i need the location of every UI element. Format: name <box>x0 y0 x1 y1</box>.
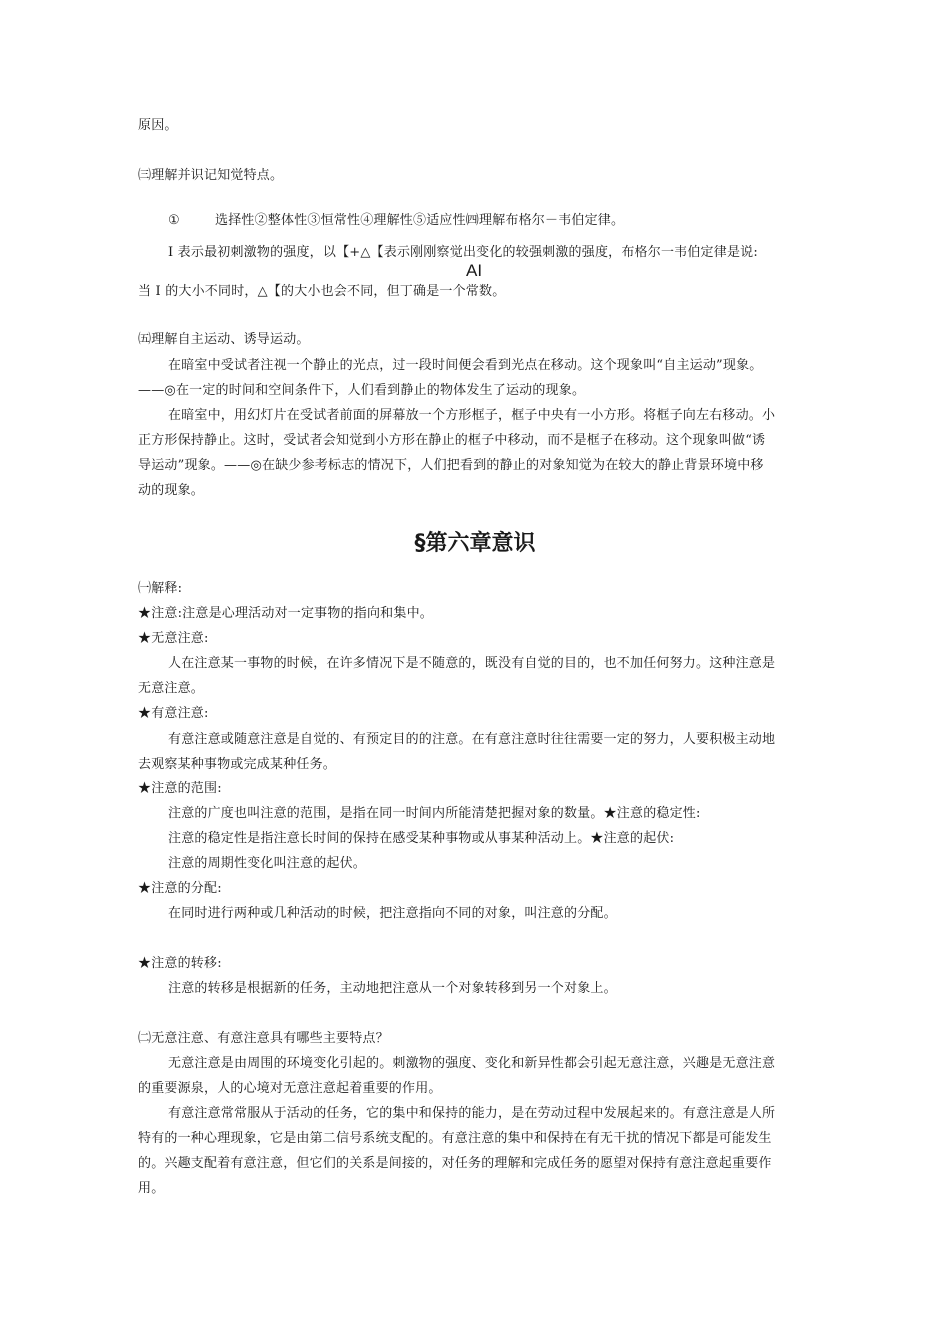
text-line: 正方形保持静止。这时，受试者会知觉到小方形在静止的框子中移动，而不是框子在移动。这个现象叫做“诱 <box>138 433 766 448</box>
text-line: 动的现象。 <box>138 483 205 498</box>
text-line: 原因。 <box>138 118 178 133</box>
formula-fragment: AI <box>466 261 483 280</box>
definition-line: ★注意:注意是心理活动对一定事物的指向和集中。 <box>138 606 433 621</box>
text-line: 当 I 的大小不同时，△【的大小也会不同，但丁确是一个常数。 <box>138 284 506 299</box>
term-heading: ★有意注意: <box>138 706 209 721</box>
section-heading: ㈠解释: <box>138 581 183 596</box>
text-line: 在暗室中受试者注视一个静止的光点，过一段时间便会看到光点在移动。这个现象叫“自主运动”现象。 <box>168 358 763 373</box>
text-line: 用。 <box>138 1181 165 1196</box>
text-line: 导运动”现象。——◎在缺少参考标志的情况下，人们把看到的静止的对象知觉为在较大的静止背景环境中移 <box>138 458 764 473</box>
text-line: 选择性②整体性③恒常性④理解性⑤适应性㈣理解布格尔－韦伯定律。 <box>215 213 625 228</box>
section-heading: ㈢理解并识记知觉特点。 <box>138 168 284 183</box>
section-heading: ㈡无意注意、有意注意具有哪些主要特点？ <box>138 1031 389 1046</box>
text-line: 在同时进行两种或几种活动的时候，把注意指向不同的对象，叫注意的分配。 <box>168 906 617 921</box>
text-line: 在暗室中，用幻灯片在受试者前面的屏幕放一个方形框子，框子中央有一小方形。将框子向左右移动。小 <box>168 408 776 423</box>
text-line: 的重要源泉，人的心境对无意注意起着重要的作用。 <box>138 1081 442 1096</box>
text-line: ——◎在一定的时间和空间条件下，人们看到静止的物体发生了运动的现象。 <box>138 383 586 398</box>
text-line: 注意的广度也叫注意的范围，是指在同一时间内所能清楚把握对象的数量。★注意的稳定性: <box>168 806 701 821</box>
text-line: I 表示最初刺激物的强度，以【+△【表示刚刚察觉出变化的较强刺激的强度，布格尔一韦伯定律是说: <box>168 245 758 260</box>
term-heading: ★注意的分配: <box>138 881 222 896</box>
list-marker: ① <box>168 213 180 228</box>
term-heading: ★注意的范围: <box>138 781 222 796</box>
text-line: 人在注意某一事物的时候，在许多情况下是不随意的，既没有自觉的目的，也不加任何努力。这种注意是 <box>168 656 776 671</box>
term-heading: ★无意注意: <box>138 631 209 646</box>
text-line: 注意的稳定性是指注意长时间的保持在感受某种事物或从事某种活动上。★注意的起伏: <box>168 831 675 846</box>
chapter-title: §第六章意识 <box>414 531 536 556</box>
text-line: 的。兴趣支配着有意注意，但它们的关系是间接的，对任务的理解和完成任务的愿望对保持有意注意起重要作 <box>138 1156 772 1171</box>
text-line: 有意注意常常服从于活动的任务，它的集中和保持的能力，是在劳动过程中发展起来的。有意注意是人所 <box>168 1106 776 1121</box>
section-heading: ㈤理解自主运动、诱导运动。 <box>138 332 310 347</box>
text-line: 特有的一种心理现象，它是由第二信号系统支配的。有意注意的集中和保持在有无干扰的情况下都是可能发生 <box>138 1131 772 1146</box>
text-line: 注意的转移是根据新的任务，主动地把注意从一个对象转移到另一个对象上。 <box>168 981 617 996</box>
term-heading: ★注意的转移: <box>138 956 222 971</box>
text-line: 去观察某种事物或完成某种任务。 <box>138 757 337 772</box>
text-line: 无意注意是由周围的环境变化引起的。刺激物的强度、变化和新异性都会引起无意注意，兴趣是无意注意 <box>168 1056 776 1071</box>
text-line: 无意注意。 <box>138 681 205 696</box>
text-line: 注意的周期性变化叫注意的起伏。 <box>168 856 367 871</box>
text-line: 有意注意或随意注意是自觉的、有预定目的的注意。在有意注意时往往需要一定的努力，人要积极主动地 <box>168 732 776 747</box>
